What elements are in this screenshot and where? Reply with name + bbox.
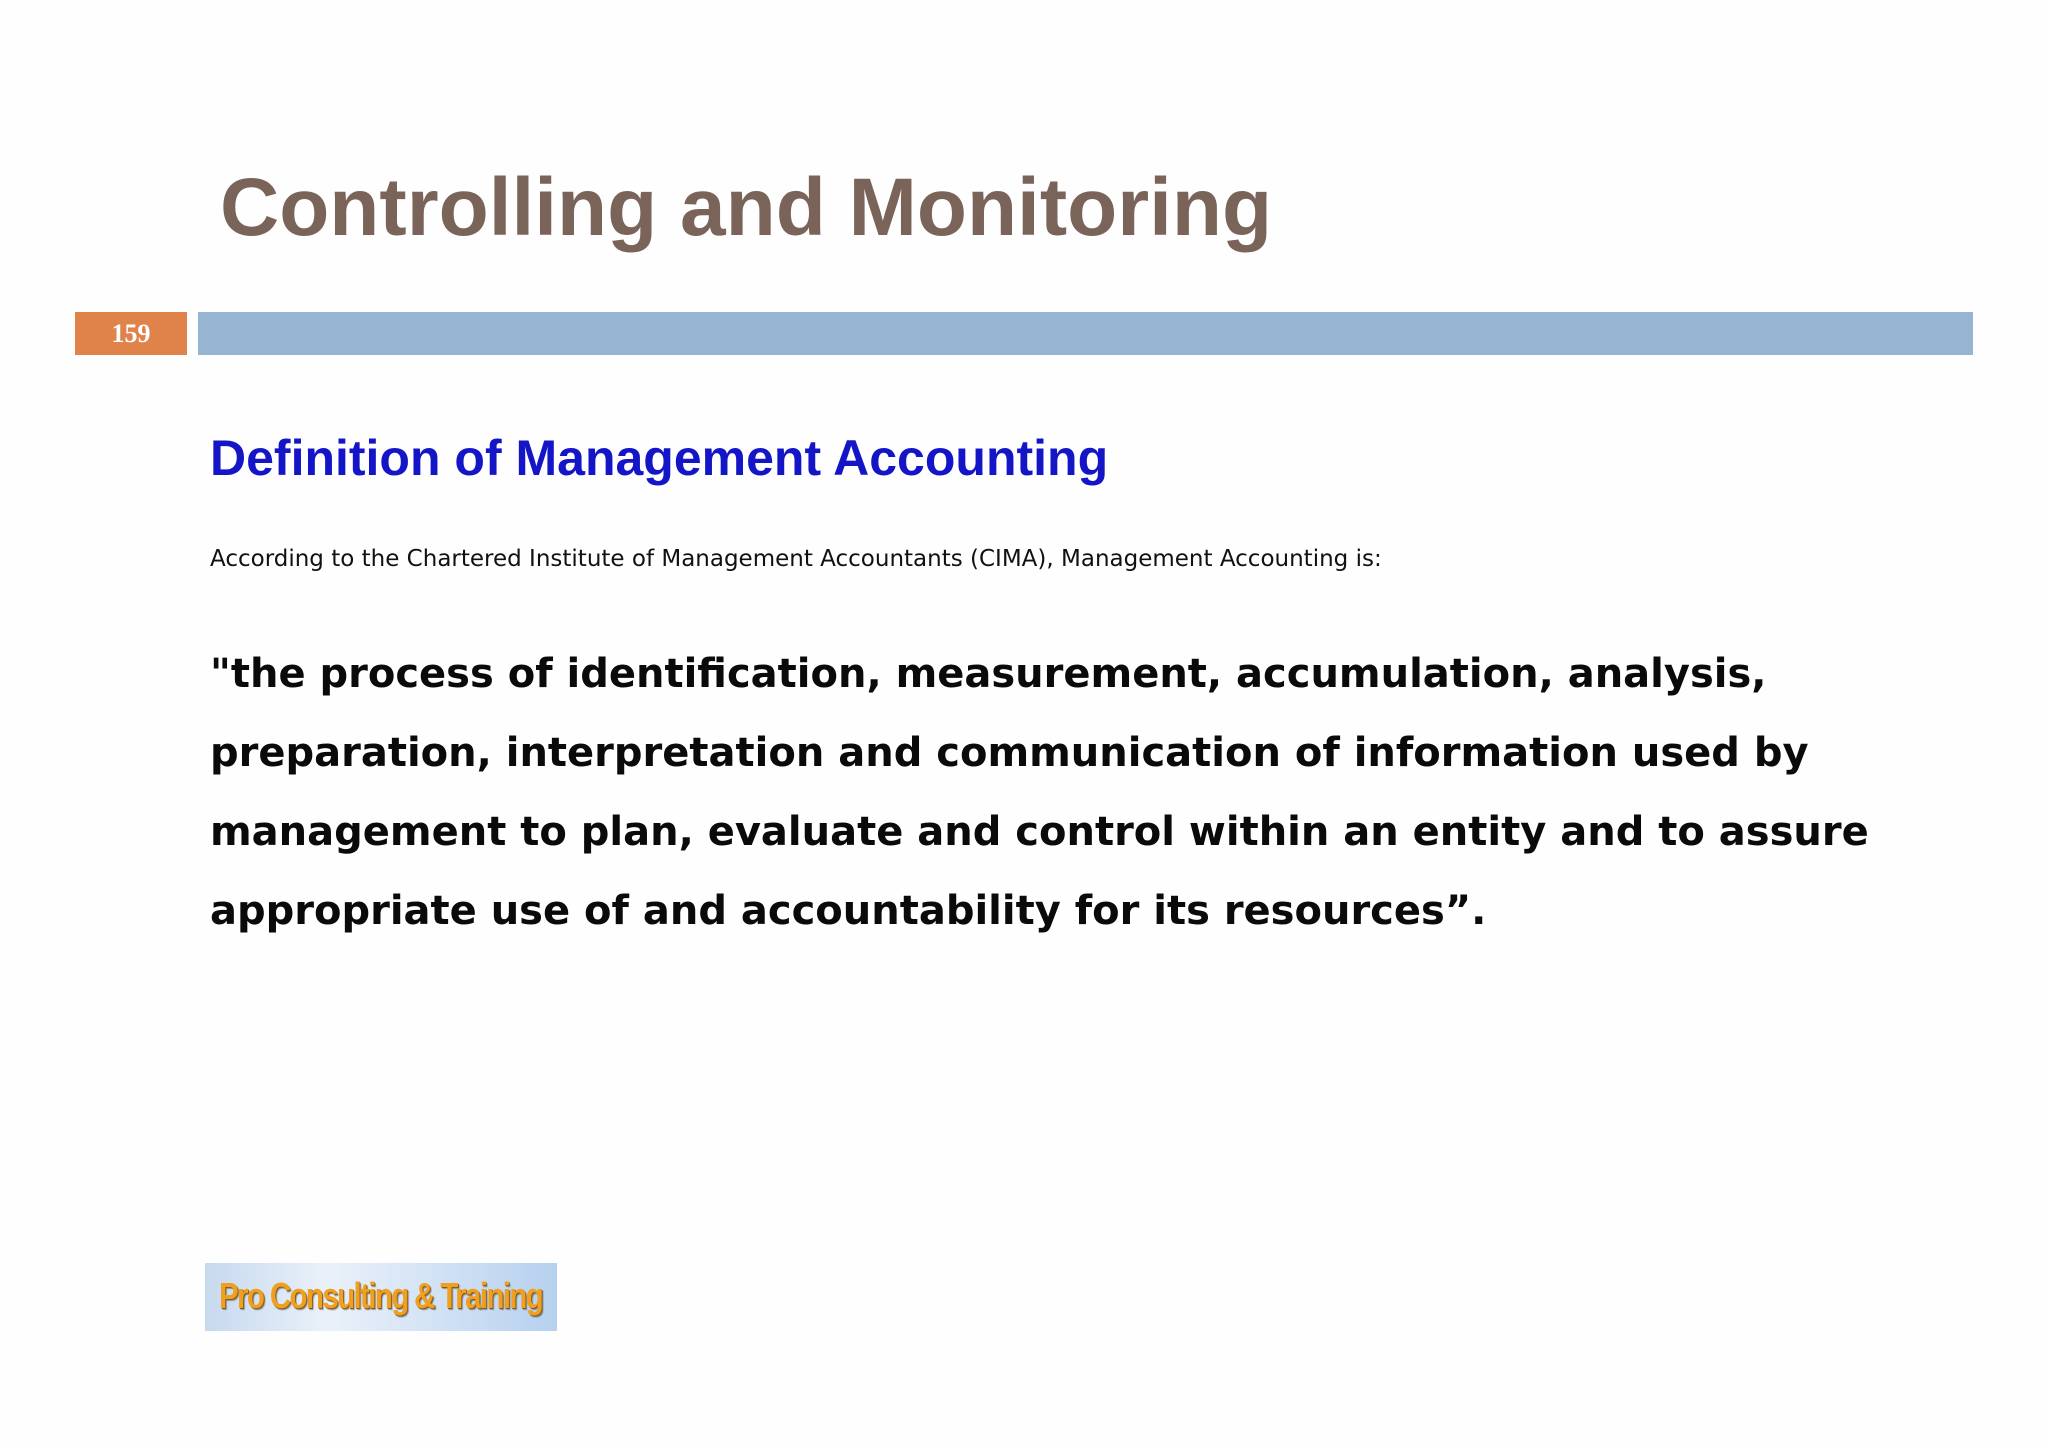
- quote-line: management to plan, evaluate and control within an entity and to assure: [210, 809, 1869, 855]
- logo-text: Pro Consulting & Training: [219, 1275, 543, 1316]
- quote-line: preparation, interpretation and communication of information used by: [210, 730, 1809, 776]
- quote-line: appropriate use of and accountability for its resources”.: [210, 888, 1487, 934]
- quote-line: "the process of identification, measurement, accumulation, analysis,: [210, 651, 1767, 697]
- company-logo: [205, 1263, 557, 1331]
- page-number-badge: 159: [75, 312, 187, 355]
- intro-text: According to the Chartered Institute of Management Accountants (CIMA), Management Accounting is:: [210, 546, 1382, 572]
- slide-title: Controlling and Monitoring: [220, 162, 1273, 253]
- section-heading: Definition of Management Accounting: [210, 430, 1109, 486]
- title-divider-bar: [198, 312, 1973, 355]
- definition-quote: [210, 635, 1930, 951]
